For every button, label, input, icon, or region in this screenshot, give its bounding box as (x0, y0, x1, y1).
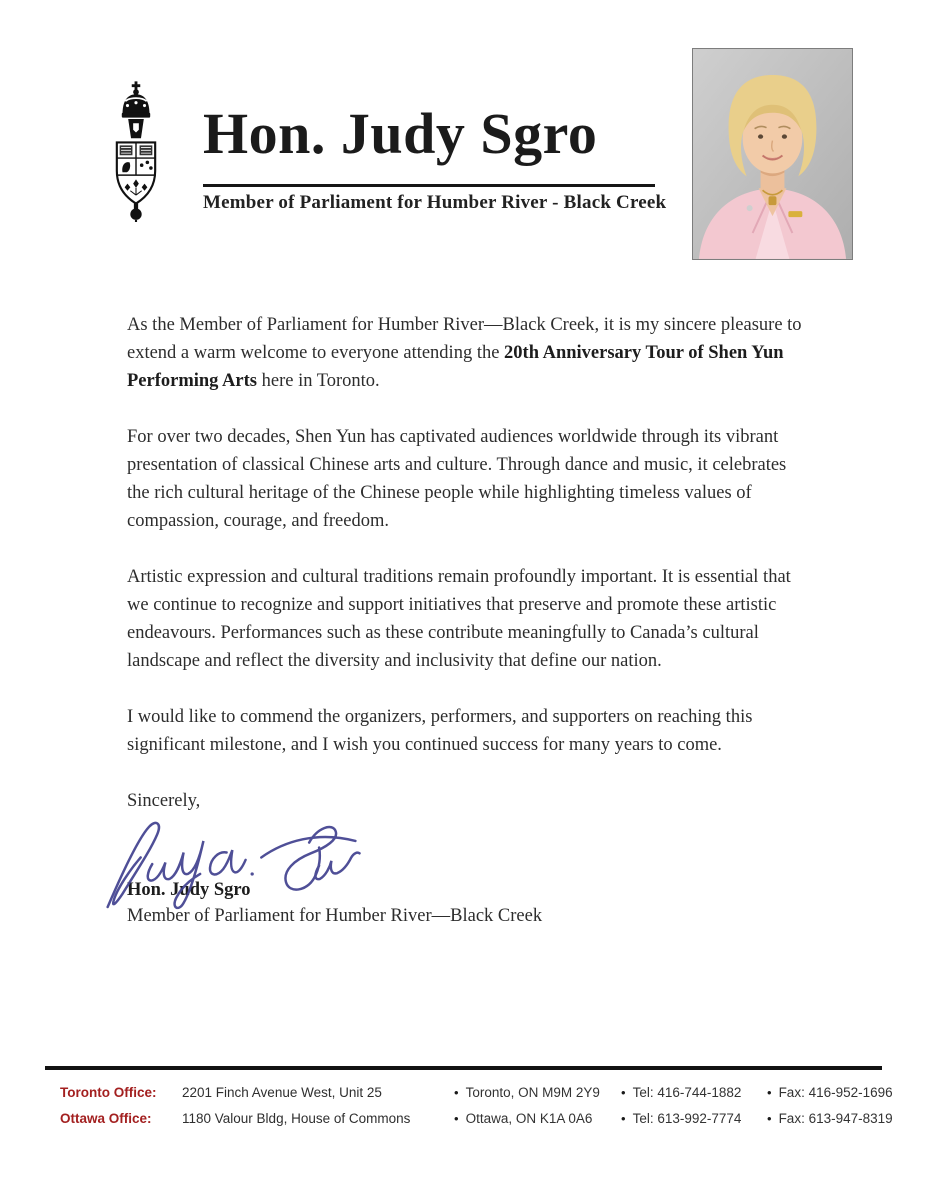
office-fax-text: Fax: 613-947-8319 (778, 1111, 893, 1126)
letter-paragraphs (127, 311, 808, 759)
paragraph-text: For over two decades, Shen Yun has captivated audiences worldwide through its vibrant presentation of classical Chinese arts and culture. Through dance and music, it celebrates the rich cultural heritage of the Chinese people while highlighting timeless values of compassion, courage, and freedom. (127, 427, 787, 531)
office-city-text: Toronto, ON M9M 2Y9 (465, 1085, 600, 1100)
office-contacts (454, 1106, 893, 1132)
parliament-mace-crest-icon (104, 80, 168, 222)
title-divider (203, 184, 655, 187)
portrait-photo (692, 48, 853, 260)
bullet-icon: • (767, 1085, 772, 1100)
paragraph-text: Artistic expression and cultural traditions remain profoundly important. It is essential that we continue to recognize and support initiatives that preserve and promote these artistic endeavours. Performances such as these contribute meaningfully to Canada’s cultural landscape and reflect the diversity and inclusivity that define our nation. (127, 567, 791, 671)
footer-divider (45, 1066, 882, 1070)
office-tel (621, 1106, 767, 1132)
office-address: 2201 Finch Avenue West, Unit 25 (182, 1085, 382, 1100)
paragraph-text: here in Toronto. (256, 371, 380, 391)
handwritten-signature-icon (106, 807, 362, 917)
office-city (454, 1080, 621, 1106)
office-label: Ottawa Office: (60, 1111, 152, 1126)
page-title: Hon. Judy Sgro (203, 101, 598, 166)
office-address: 1180 Valour Bldg, House of Commons (182, 1111, 411, 1126)
office-fax (767, 1106, 893, 1132)
footer-office-row (60, 1106, 893, 1132)
letterhead (203, 92, 663, 176)
salutation: Sincerely, (127, 791, 201, 811)
office-fax (767, 1080, 893, 1106)
office-city-text: Ottawa, ON K1A 0A6 (465, 1111, 593, 1126)
bullet-icon: • (621, 1085, 626, 1100)
office-tel-text: Tel: 416-744-1882 (632, 1085, 742, 1100)
footer-rows (60, 1080, 893, 1132)
letter-paragraph (127, 311, 808, 395)
bold-phrase: 20th Anniversary Tour of Shen Yun Performing Arts (127, 343, 784, 391)
letter-paragraph (127, 563, 808, 675)
office-label: Toronto Office: (60, 1085, 157, 1100)
signer-name: Hon. Judy Sgro (127, 880, 251, 900)
office-tel-text: Tel: 613-992-7774 (632, 1111, 742, 1126)
bullet-icon: • (621, 1111, 626, 1126)
letter-paragraph (127, 423, 808, 535)
signer-title: Member of Parliament for Humber River—Black Creek (127, 906, 543, 926)
letter-body (127, 311, 808, 930)
office-tel (621, 1080, 767, 1106)
bullet-icon: • (454, 1085, 459, 1100)
office-contacts (454, 1080, 893, 1106)
riding-subtitle: Member of Parliament for Humber River - Black Creek (203, 192, 667, 213)
bullet-icon: • (767, 1111, 772, 1126)
bullet-icon: • (454, 1111, 459, 1126)
footer-office-row (60, 1080, 893, 1106)
office-fax-text: Fax: 416-952-1696 (778, 1085, 893, 1100)
paragraph-text: As the Member of Parliament for Humber River—Black Creek, it is my sincere pleasure to extend a warm welcome to everyone attending the (127, 315, 802, 363)
paragraph-text: I would like to commend the organizers, performers, and supporters on reaching this significant milestone, and I wish you continued success for many years to come. (127, 707, 753, 755)
signature-block (127, 815, 808, 877)
office-city (454, 1106, 621, 1132)
letter-paragraph (127, 703, 808, 759)
